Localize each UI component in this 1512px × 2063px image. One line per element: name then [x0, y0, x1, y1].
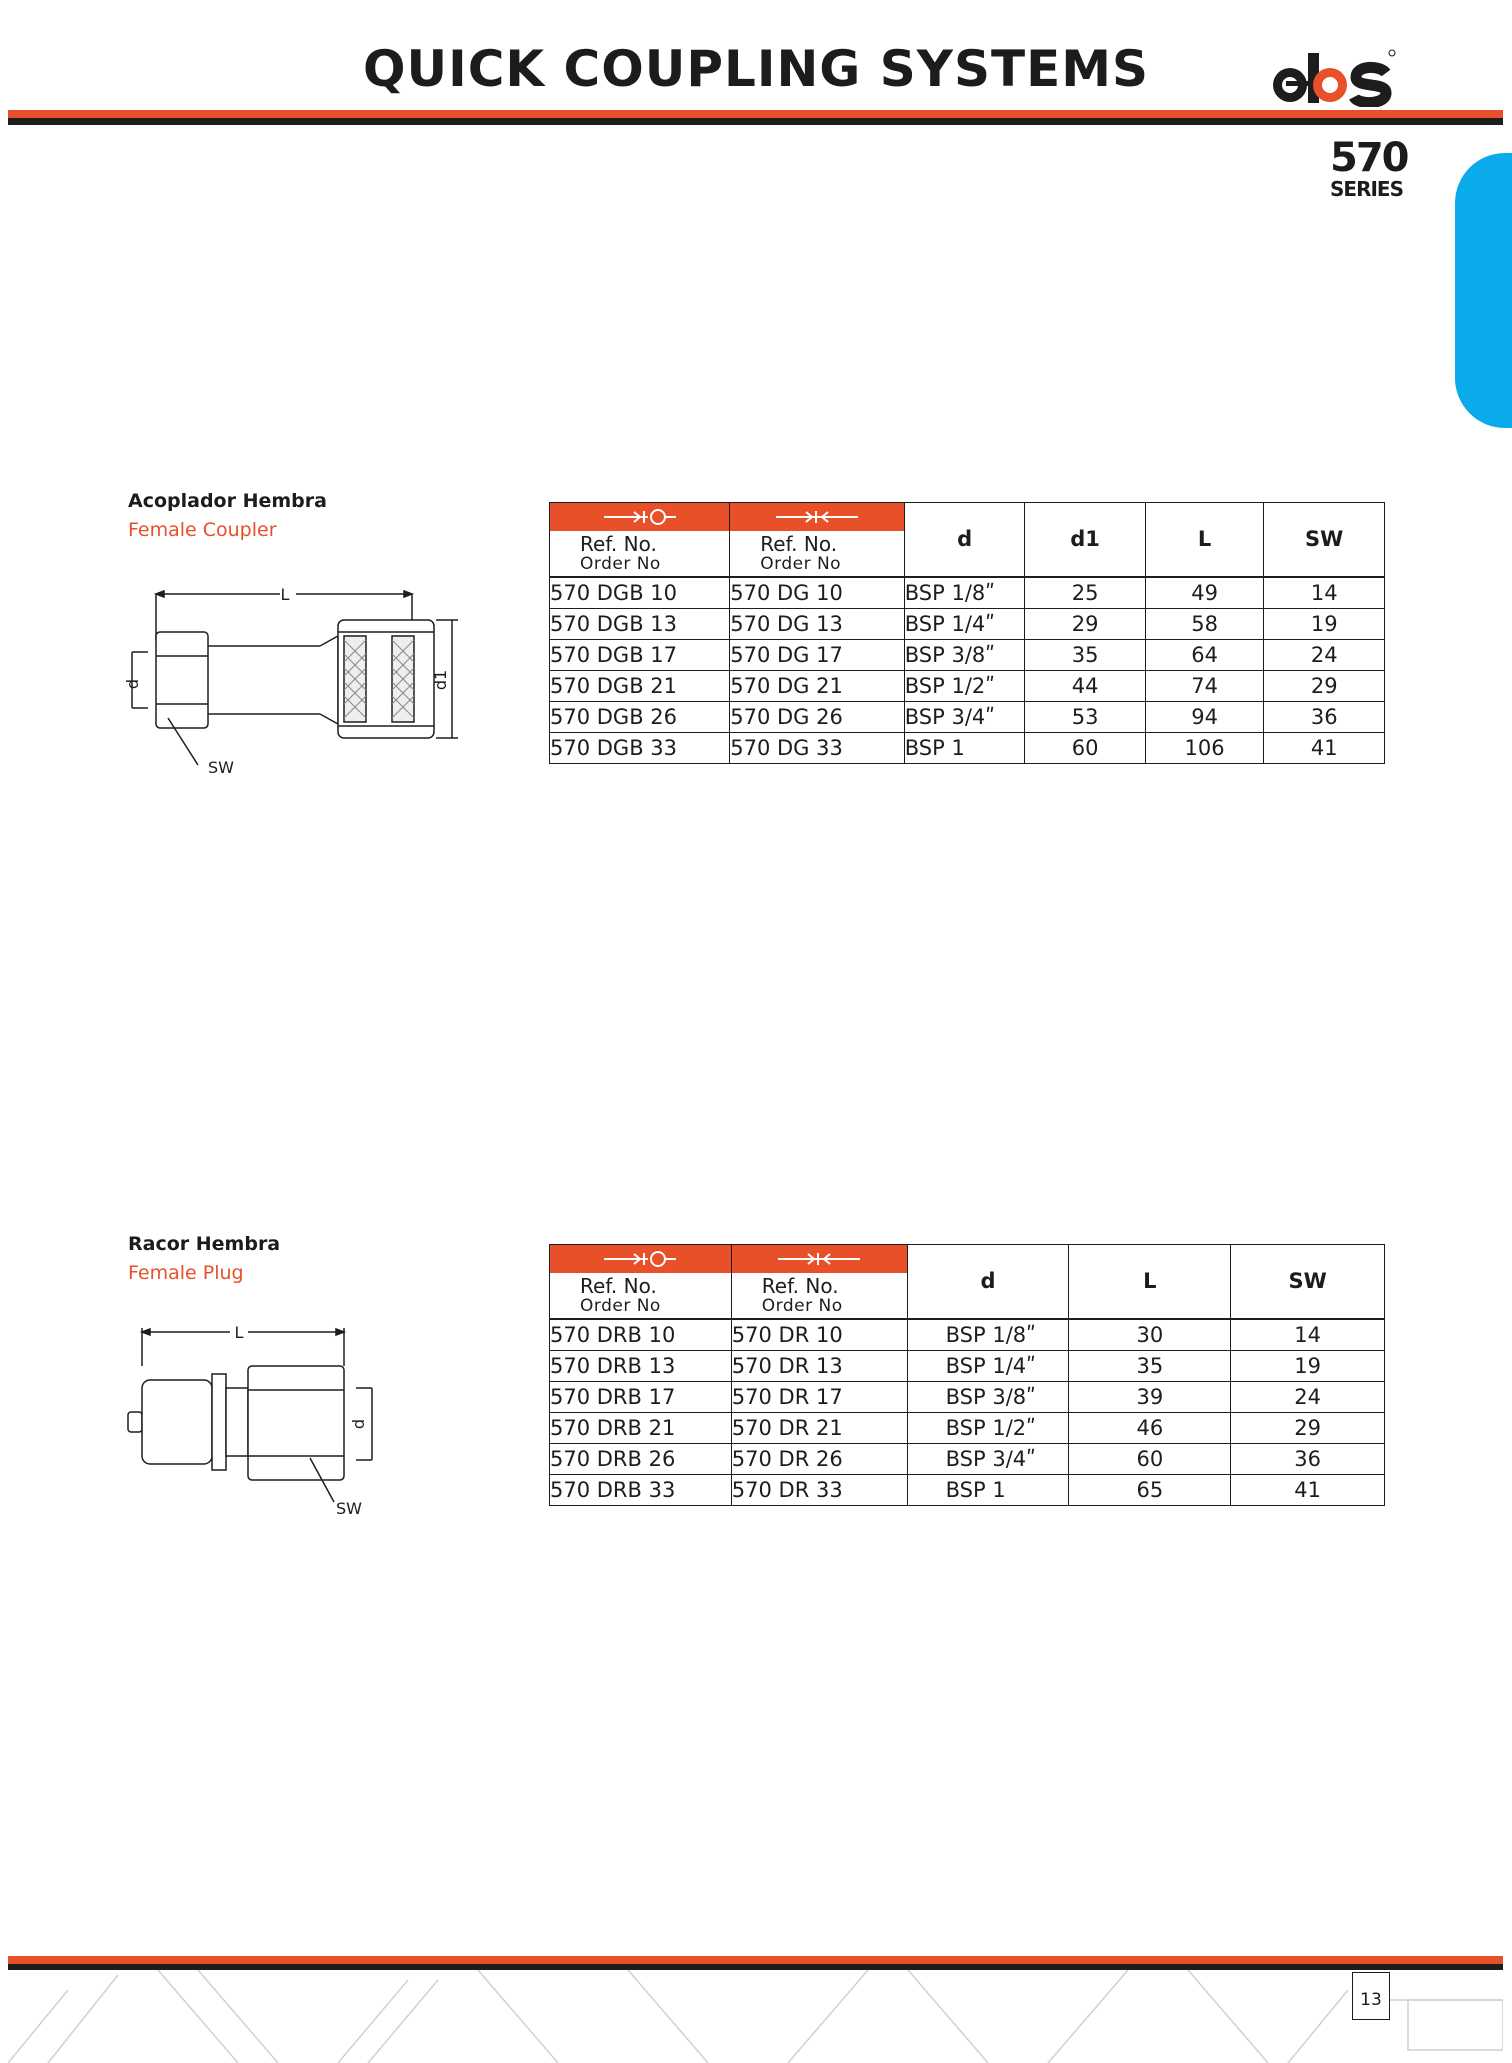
header-L: L [1145, 503, 1264, 577]
section2-title: Racor Hembra [128, 1233, 281, 1255]
cell-SW: 29 [1264, 670, 1385, 701]
cell-L: 60 [1069, 1443, 1231, 1474]
cell-ref1: 570 DGB 10 [550, 577, 730, 609]
header-ref-coupler-2 [550, 1245, 732, 1319]
dim-label-d: d [123, 678, 142, 690]
header-ref-plug [730, 503, 905, 577]
cell-ref1: 570 DRB 13 [550, 1350, 732, 1381]
ref-no-label: Ref. No. [580, 532, 657, 556]
dim-label-SW-2: SW [336, 1499, 362, 1518]
cell-d: BSP 3/4ʺ [904, 701, 1025, 732]
dim-label-SW: SW [208, 758, 234, 777]
header-dark-bar [8, 118, 1503, 125]
cell-ref1: 570 DRB 21 [550, 1412, 732, 1443]
cell-SW: 19 [1264, 608, 1385, 639]
cell-d: BSP 3/4ʺ [907, 1443, 1069, 1474]
cell-ref2: 570 DG 26 [730, 701, 905, 732]
table-row [550, 1319, 1385, 1351]
header-SW: SW [1264, 503, 1385, 577]
cell-d: BSP 1/8ʺ [907, 1319, 1069, 1351]
cell-d1: 29 [1025, 608, 1145, 639]
coupler-symbol-icon [550, 503, 729, 531]
footer-technical-drawing [8, 1970, 1503, 2063]
footer-orange-bar [8, 1956, 1503, 1964]
cell-d1: 53 [1025, 701, 1145, 732]
order-no-label-3: Order No [580, 1296, 661, 1316]
cell-L: 94 [1145, 701, 1264, 732]
section-tab [1455, 153, 1512, 428]
cell-ref2: 570 DG 13 [730, 608, 905, 639]
ref-no-label-2: Ref. No. [760, 532, 838, 556]
cell-ref2: 570 DG 17 [730, 639, 905, 670]
order-no-label: Order No [580, 554, 661, 574]
cell-SW: 24 [1231, 1381, 1385, 1412]
cell-SW: 19 [1231, 1350, 1385, 1381]
cell-d1: 60 [1025, 732, 1145, 763]
page-number: 13 [1352, 1972, 1390, 2020]
cell-ref1: 570 DRB 33 [550, 1474, 732, 1505]
cell-ref1: 570 DGB 26 [550, 701, 730, 732]
valve-symbol-icon [730, 503, 904, 531]
dim-label-L-2: L [234, 1323, 244, 1342]
cell-ref2: 570 DR 33 [731, 1474, 907, 1505]
cell-ref1: 570 DGB 17 [550, 639, 730, 670]
cell-SW: 36 [1264, 701, 1385, 732]
ebs-logo [1268, 45, 1398, 107]
series-number: 570 [1330, 135, 1408, 181]
cell-SW: 24 [1264, 639, 1385, 670]
cell-SW: 14 [1231, 1319, 1385, 1351]
cell-ref1: 570 DGB 33 [550, 732, 730, 763]
cell-SW: 41 [1231, 1474, 1385, 1505]
header-ref-coupler [550, 503, 730, 577]
cell-L: 35 [1069, 1350, 1231, 1381]
series-badge [1330, 135, 1408, 201]
cell-d: BSP 1/2ʺ [904, 670, 1025, 701]
dim-label-L: L [280, 585, 290, 604]
ref-no-label-3: Ref. No. [580, 1274, 657, 1298]
section1-title: Acoplador Hembra [128, 490, 327, 512]
table-row [550, 1443, 1385, 1474]
cell-d: BSP 3/8ʺ [907, 1381, 1069, 1412]
dim-label-d-2: d [349, 1418, 368, 1430]
cell-ref2: 570 DG 10 [730, 577, 905, 609]
header-orange-bar [8, 110, 1503, 118]
cell-ref1: 570 DRB 10 [550, 1319, 732, 1351]
cell-d1: 25 [1025, 577, 1145, 609]
table-row [550, 670, 1385, 701]
cell-ref2: 570 DR 21 [731, 1412, 907, 1443]
female-plug-drawing [120, 1318, 400, 1518]
table-row [550, 608, 1385, 639]
header-d-2: d [907, 1245, 1069, 1319]
cell-SW: 14 [1264, 577, 1385, 609]
cell-d: BSP 1/4ʺ [907, 1350, 1069, 1381]
cell-ref2: 570 DR 13 [731, 1350, 907, 1381]
cell-SW: 41 [1264, 732, 1385, 763]
cell-L: 58 [1145, 608, 1264, 639]
table-row [550, 1474, 1385, 1505]
cell-L: 74 [1145, 670, 1264, 701]
table-row [550, 1412, 1385, 1443]
dim-label-d1: d1 [431, 669, 450, 691]
section1-subtitle: Female Coupler [128, 519, 277, 541]
table-row [550, 1381, 1385, 1412]
cell-ref2: 570 DR 26 [731, 1443, 907, 1474]
cell-ref2: 570 DG 21 [730, 670, 905, 701]
cell-d: BSP 1/8ʺ [904, 577, 1025, 609]
cell-d1: 35 [1025, 639, 1145, 670]
cell-ref2: 570 DR 10 [731, 1319, 907, 1351]
section2-subtitle: Female Plug [128, 1262, 244, 1284]
table-row [550, 639, 1385, 670]
cell-ref1: 570 DGB 21 [550, 670, 730, 701]
cell-d: BSP 3/8ʺ [904, 639, 1025, 670]
cell-SW: 36 [1231, 1443, 1385, 1474]
cell-d1: 44 [1025, 670, 1145, 701]
coupler-symbol-icon [550, 1245, 731, 1273]
cell-L: 39 [1069, 1381, 1231, 1412]
table-row [550, 732, 1385, 763]
cell-d: BSP 1 [904, 732, 1025, 763]
header-ref-plug-2 [731, 1245, 907, 1319]
cell-SW: 29 [1231, 1412, 1385, 1443]
cell-d: BSP 1/4ʺ [904, 608, 1025, 639]
cell-d: BSP 1/2ʺ [907, 1412, 1069, 1443]
header-L-2: L [1069, 1245, 1231, 1319]
female-coupler-drawing [120, 580, 460, 780]
cell-ref1: 570 DRB 26 [550, 1443, 732, 1474]
cell-L: 46 [1069, 1412, 1231, 1443]
table-row [550, 1350, 1385, 1381]
table-row [550, 577, 1385, 609]
cell-ref2: 570 DR 17 [731, 1381, 907, 1412]
header-d: d [904, 503, 1025, 577]
valve-symbol-icon [732, 1245, 907, 1273]
cell-L: 49 [1145, 577, 1264, 609]
cell-d: BSP 1 [907, 1474, 1069, 1505]
header-SW-2: SW [1231, 1245, 1385, 1319]
cell-L: 65 [1069, 1474, 1231, 1505]
page-title: QUICK COUPLING SYSTEMS [362, 40, 1149, 98]
cell-L: 64 [1145, 639, 1264, 670]
cell-L: 30 [1069, 1319, 1231, 1351]
cell-L: 106 [1145, 732, 1264, 763]
cell-ref2: 570 DG 33 [730, 732, 905, 763]
table-row [550, 701, 1385, 732]
series-label: SERIES [1330, 177, 1403, 201]
cell-ref1: 570 DRB 17 [550, 1381, 732, 1412]
cell-ref1: 570 DGB 13 [550, 608, 730, 639]
female-coupler-table [549, 502, 1385, 764]
ref-no-label-4: Ref. No. [761, 1274, 839, 1298]
order-no-label-2: Order No [760, 554, 842, 574]
female-plug-table [549, 1244, 1385, 1506]
header-d1: d1 [1025, 503, 1145, 577]
order-no-label-4: Order No [761, 1296, 843, 1316]
